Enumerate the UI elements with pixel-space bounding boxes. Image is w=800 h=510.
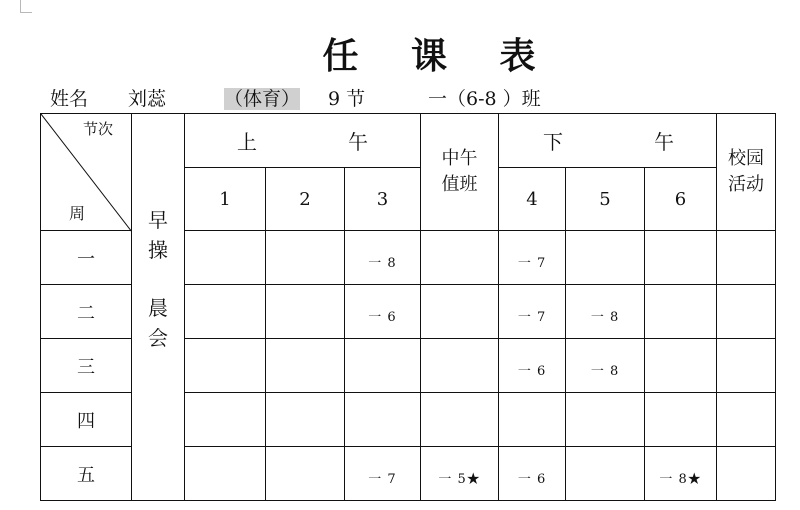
table-cell — [421, 285, 499, 339]
table-cell — [345, 339, 421, 393]
table-cell — [645, 339, 717, 393]
morning-char-b: 午 — [348, 130, 369, 154]
table-cell — [499, 447, 566, 501]
period-header-5: 5 — [566, 168, 645, 231]
page-corner-mark — [20, 0, 22, 12]
class-entry: 一 8★ — [659, 472, 702, 487]
table-cell — [717, 447, 776, 501]
periods-count: 9 节 — [328, 88, 366, 110]
period-header-6: 6 — [645, 168, 717, 231]
table-cell — [566, 447, 645, 501]
early-char-1: 早 — [148, 208, 168, 232]
header-zhou: 周 — [69, 204, 86, 223]
table-cell — [266, 447, 345, 501]
class-entry: 一 8 — [368, 256, 397, 271]
period-header-2: 2 — [266, 168, 345, 231]
class-entry: 一 7 — [517, 310, 547, 325]
early-exercise-column — [132, 114, 185, 501]
table-cell — [421, 231, 499, 285]
afternoon-header — [499, 114, 717, 168]
table-cell — [421, 339, 499, 393]
table-cell — [566, 231, 645, 285]
campus-activity-header — [717, 114, 776, 231]
page-title: 任 课 表 — [322, 36, 556, 77]
table-cell — [566, 393, 645, 447]
table-cell — [266, 285, 345, 339]
subject-label — [224, 84, 300, 111]
day-label: 四 — [41, 393, 132, 447]
table-cell — [345, 393, 421, 447]
table-cell — [499, 231, 566, 285]
class-entry: 一 8 — [590, 310, 620, 325]
table-cell — [185, 285, 266, 339]
table-cell — [185, 447, 266, 501]
class-entry: 一 7 — [517, 256, 547, 271]
header-jieci: 节次 — [82, 120, 113, 138]
early-char-3: 晨 — [148, 296, 168, 320]
period-header-1: 1 — [185, 168, 266, 231]
schedule-table — [40, 113, 776, 501]
morning-char-a: 上 — [237, 130, 257, 154]
afternoon-char-b: 午 — [654, 130, 675, 154]
subject-highlight: （体育） — [224, 88, 301, 110]
table-cell — [566, 339, 645, 393]
table-cell — [345, 231, 421, 285]
noon-duty-line-2: 值班 — [441, 174, 478, 195]
table-cell — [645, 231, 717, 285]
name-value: 刘蕊 — [128, 88, 167, 110]
day-label: 一 — [41, 231, 132, 285]
table-cell — [566, 285, 645, 339]
table-cell — [421, 447, 499, 501]
table-cell — [717, 285, 776, 339]
table-cell — [499, 285, 566, 339]
table-cell — [345, 285, 421, 339]
period-header-4: 4 — [499, 168, 566, 231]
day-label: 五 — [41, 447, 132, 501]
table-cell — [717, 339, 776, 393]
table-cell — [499, 393, 566, 447]
table-cell — [185, 231, 266, 285]
day-label: 三 — [41, 339, 132, 393]
table-cell — [266, 339, 345, 393]
table-cell — [717, 393, 776, 447]
table-cell — [185, 339, 266, 393]
table-cell — [645, 447, 717, 501]
table-cell — [345, 447, 421, 501]
table-cell — [421, 393, 499, 447]
campus-line-2: 活动 — [728, 174, 765, 195]
morning-header — [185, 114, 421, 168]
class-entry: 一 8 — [590, 364, 620, 379]
early-char-4: 会 — [148, 326, 168, 350]
afternoon-char-a: 下 — [543, 130, 564, 154]
class-entry: 一 6 — [517, 472, 547, 487]
classes-label: 一（6-8 ）班 — [428, 88, 541, 110]
table-cell — [185, 393, 266, 447]
noon-duty-line-1: 中午 — [441, 148, 478, 169]
class-entry: 一 6 — [368, 310, 397, 325]
early-char-2: 操 — [148, 238, 168, 262]
table-cell — [717, 231, 776, 285]
table-cell — [645, 393, 717, 447]
class-entry: 一 6 — [517, 364, 547, 379]
table-cell — [645, 285, 717, 339]
table-cell — [266, 393, 345, 447]
class-entry: 一 5★ — [438, 472, 481, 487]
table-cell — [499, 339, 566, 393]
table-cell — [266, 231, 345, 285]
noon-duty-header — [421, 114, 499, 231]
class-entry: 一 7 — [368, 472, 397, 487]
name-label: 姓名 — [50, 88, 89, 110]
day-label: 二 — [41, 285, 132, 339]
period-header-3: 3 — [345, 168, 421, 231]
corner-header-cell — [41, 114, 132, 231]
campus-line-1: 校园 — [728, 148, 765, 169]
